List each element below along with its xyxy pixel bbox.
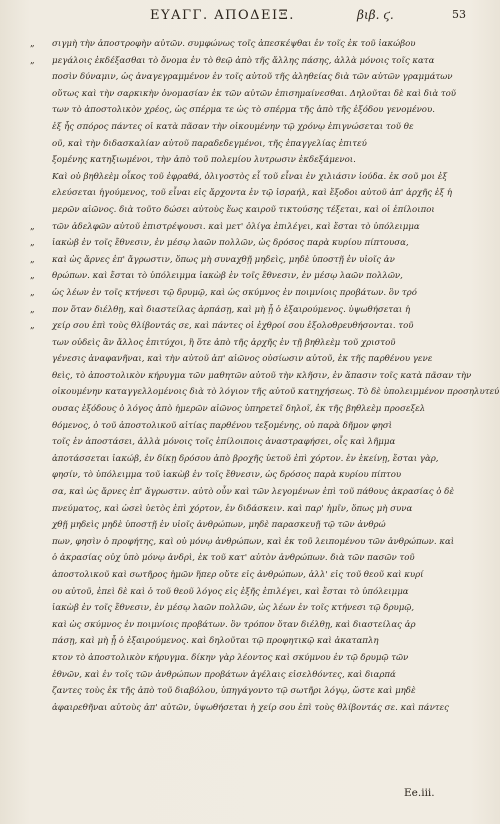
line-text: ξομένης κατηξιωμένοι, τὴν ἀπὸ τοῦ πολεμίου λυτρωσιν ἐκδεξάμενοι. (52, 155, 356, 166)
line-text: των τὸ ἀποστολικὸν χρέος, ὡς σπέρμα τε ὡς τὸ σπέρμα τῆς ἀπὸ τῆς ἐξόδου γενομένου. (52, 105, 435, 116)
text-line (52, 335, 452, 352)
quotation-margin-mark: „ (30, 254, 35, 265)
running-head: ΕΥΑΓΓ. ΑΠΟΔΕΙΞ. (150, 8, 295, 23)
line-text: μερῶν αἰῶνος. διὰ τοῦτο δώσει αὐτοὺς ἕως καιροῦ τικτούσης τέξεται, καὶ οἱ ἐπίλοιποι (52, 204, 435, 215)
line-text: οὕτως καὶ τὴν σαρκικὴν ὀνομασίαν ἐκ τῶν αὐτῶν ἐπισημαίνεσθαι. Δηλοῦται δὲ καὶ διὰ τοῦ (52, 88, 457, 99)
line-text: ὁ ἀκρασίας οὐχ ὑπὸ μόνῳ ἀνδρὶ, ἐκ τοῦ κατ' αὐτὸν ἀνθρώπων. διὰ τῶν πασῶν τοῦ (52, 553, 415, 564)
text-line (52, 169, 452, 186)
text-line (52, 633, 452, 650)
line-text: ἰακὼβ ἐν τοῖς ἔθνεσιν, ἐν μέσῳ λαῶν πολλῶν, ὡς δρόσος παρὰ κυρίου πίπτουσα, (52, 238, 409, 249)
text-line (30, 36, 452, 53)
text-line (52, 119, 452, 136)
text-line (52, 434, 452, 451)
text-line (52, 86, 457, 103)
line-text: ου αὐτοῦ, ἐπεὶ δὲ καὶ ὁ τοῦ θεοῦ λόγος εἰς ἐξῆς ἐπιλέγει, καὶ ἔσται τὸ ὑπόλειμμα (52, 586, 409, 597)
text-line (52, 617, 452, 634)
line-text: σα, καὶ ὡς ἄρνες ἐπ' ἄγρωστιν. αὐτὸ οὖν καὶ τῶν λεγομένων ἐπὶ τοῦ πάθους ἀκρασίας ὁ δὲ (52, 487, 454, 498)
line-text: κτον τὸ ἀποστολικὸν κήρυγμα. δίκην γὰρ λέοντος καὶ σκύμνου ἐν τῷ δρυμῷ τῶν (52, 652, 409, 663)
text-line (52, 152, 452, 169)
text-line (52, 650, 452, 667)
line-text: ἐθνῶν, καὶ ἐν τοῖς τῶν ἀνθρώπων προβάτων ἀγέλαις εἰσελθόντες, καὶ διαρπά (52, 669, 396, 680)
text-line (30, 219, 452, 236)
text-line (52, 451, 452, 468)
quotation-margin-mark: „ (30, 55, 35, 66)
text-line (30, 53, 452, 70)
line-text: θρώπων. καὶ ἔσται τὸ ὑπόλειμμα ἰακὼβ ἐν τοῖς ἔθνεσιν, ἐν μέσῳ λαῶν πολλῶν, (52, 271, 403, 282)
text-line (52, 418, 452, 435)
text-line (52, 102, 452, 119)
text-line (30, 235, 452, 252)
line-text: τοῖς ἐν ἀποστάσει, ἀλλὰ μόνοις τοῖς ἐπίλοιποις ἀναστραφήσει, οἷς καὶ λῆμμα (52, 437, 396, 448)
text-line (52, 667, 452, 684)
text-line (52, 501, 452, 518)
line-text: καὶ ὡς σκύμνος ἐν ποιμνίοις προβάτων. ὃν τρόπον ὅταν διέλθῃ, καὶ διαστείλας ἁρ (52, 619, 416, 630)
text-line (52, 683, 452, 700)
text-line (52, 534, 455, 551)
line-text: χθῇ μηδεὶς μηδὲ ὑποστῇ ἐν υἱοῖς ἀνθρώπων, μηδὲ παρασκευῇ τῷ τῶν ἀνθρώ (52, 520, 386, 531)
line-text: χείρ σου ἐπὶ τοὺς θλίβοντάς σε, καὶ πάντες οἱ ἐχθροί σου ἐξολοθρευθήσονται. τοῦ (52, 321, 414, 332)
text-line (52, 600, 452, 617)
line-text: μεγάλοις ἐκδέξασθαι τὸ ὄνομα ἐν τὸ θεῷ ἀπὸ τῆς ἄλλης πάσης, ἀλλὰ μόνοις τοῖς κατα (52, 55, 435, 66)
book-section-mark: βιβ. ϛ. (357, 8, 394, 22)
quotation-margin-mark: „ (30, 221, 35, 232)
quotation-margin-mark: „ (30, 238, 35, 249)
text-line (52, 136, 452, 153)
greek-text-block (30, 36, 500, 716)
line-text: πάσῃ, καὶ μὴ ᾖ ὁ ἐξαιρούμενος. καὶ δηλοῦται τῷ προφητικῷ καὶ ἀκαταπλη (52, 636, 379, 647)
text-line (30, 252, 452, 269)
printer-signature-mark: Ee.iii. (404, 787, 435, 799)
line-text: ζαντες τοὺς ἐκ τῆς ἀπὸ τοῦ διαβόλου, ὑπηγάγοντο τῷ σωτῆρι λόγῳ, ὥστε καὶ μηδὲ (52, 686, 416, 697)
line-text: οῦ, καὶ τὴν διδασκαλίαν αὐτοῦ παραδεδεγμένοι, τῆς ἐπαγγελίας ἐπιτεύ (52, 138, 367, 149)
quotation-margin-mark: „ (30, 287, 35, 298)
line-text: καὶ ὡς ἄρνες ἐπ' ἄγρωστιν, ὅπως μὴ συναχθῇ μηδεὶς, μηδὲ ὑποστῇ ἐν υἱοῖς ἀν (52, 254, 395, 265)
text-line (52, 467, 452, 484)
text-line (52, 517, 452, 534)
text-line (52, 384, 500, 401)
text-line (52, 700, 452, 717)
text-line (52, 584, 452, 601)
line-text: πνεύματος, καὶ ὡσεὶ ὑετὸς ἐπὶ χόρτον, ἐν διδάσκειν. καὶ παρ' ἡμῖν, ὅπως μὴ συνα (52, 503, 413, 514)
text-line (30, 302, 452, 319)
text-line (52, 484, 452, 501)
line-text: ἐξ ἧς σπόρος πάντες οἱ κατὰ πᾶσαν τὴν οἰκουμένην τῷ χρόνῳ ἐπιγνώσεται τοῦ θε (52, 121, 414, 132)
text-line (52, 550, 452, 567)
line-text: ἀποτάσσεται ἰακώβ, ἐν δίκῃ δρόσου ἀπὸ βροχῆς ὑετοῦ ἐπὶ χόρτον. ἐν ἐκείνῃ, ἔσται γὰρ, (52, 453, 439, 464)
text-line (52, 69, 452, 86)
text-line (52, 567, 452, 584)
page-header (0, 6, 500, 32)
line-text: ἀφαιρεθῆναι αὐτοὺς ἀπ' αὐτῶν, ὑψωθήσεται ἡ χείρ σου ἐπὶ τοὺς θλίβοντάς σε. καὶ πάντες (52, 702, 449, 713)
quotation-margin-mark: „ (30, 271, 35, 282)
line-text: τῶν ἀδελφῶν αὐτοῦ ἐπιστρέψουσι. καὶ μετ' ὀλίγα ἐπιλέγει, καὶ ἔσται τὸ ὑπόλειμμα (52, 221, 420, 232)
text-line (52, 368, 472, 385)
text-line (30, 285, 452, 302)
line-text: ποσὶν δύναμιν, ὡς ἀναγεγραμμένον ἐν τοῖς αὐτοῦ τῆς ἀληθείας διὰ τῶν αὐτῶν γραμμάτων (52, 72, 453, 83)
line-text: των οὐδεὶς ἂν ἄλλος ἐπιτύχοι, ἢ ὅτε ἀπὸ τῆς ἀρχῆς ἐν τῇ βηθλεὲμ τοῦ χριστοῦ (52, 337, 396, 348)
line-text: πον ὅταν διέλθῃ, καὶ διαστείλας ἁρπάσῃ, καὶ μὴ ᾖ ὁ ἐξαιρούμενος. ὑψωθήσεται ἡ (52, 304, 411, 315)
text-line (52, 351, 452, 368)
line-text: ουσας ἐξόδους ὁ λόγος ἀπὸ ἡμερῶν αἰῶνος ὑπηρετεῖ δηλοῖ, ἐκ τῆς βηθλεὲμ προσεξελ (52, 404, 426, 415)
page-number: 53 (452, 8, 466, 21)
line-text: ἰακὼβ ἐν τοῖς ἔθνεσιν, ἐν μέσῳ λαῶν πολλῶν, ὡς λέων ἐν τοῖς κτήνεσι τῷ δρυμῷ, (52, 603, 415, 614)
quotation-margin-mark: „ (30, 304, 35, 315)
line-text: σιγμὴ τὴν ἀποστροφὴν αὐτῶν. συμφώνως τοῖς ἀπεσκέψθαι ἐν τοῖς ἐκ τοῦ ἰακώβου (52, 39, 416, 49)
line-text: ἀποστολικοῦ καὶ σωτῆρος ἡμῶν ἥπερ οὔτε εἰς ἀνθρώπων, ἀλλ' εἰς τοῦ θεοῦ καὶ κυρί (52, 570, 424, 580)
line-text: ελεύσεται ἡγούμενος, τοῦ εἶναι εἰς ἄρχοντα ἐν τῷ ἰσραήλ, καὶ ἔξοδοι αὐτοῦ ἀπ' ἀρχῆς ἐξ ἡ (52, 188, 453, 199)
quotation-margin-mark: „ (30, 39, 35, 49)
text-line (52, 401, 452, 418)
line-text: οἰκουμένην καταγγελλομένοις διὰ τὸ λόγιον τῆς αὐτοῦ κατηχήσεως. Τὸ δὲ ὑπολειμμένον προσηλυτεύ (52, 387, 500, 398)
line-text: θεὶς, τὸ ἀποστολικὸν κήρυγμα τῶν μαθητῶν αὐτοῦ τὴν κλῆσιν, ἐν ἅπασιν τοῖς κατὰ πᾶσαν τὴν (52, 370, 472, 381)
quotation-margin-mark: „ (30, 321, 35, 332)
text-line (30, 268, 452, 285)
text-line (30, 318, 452, 335)
text-line (52, 185, 452, 202)
line-text: θόμενος, ὁ τοῦ ἀποστολικοῦ αἰτίας παρθένου τεξομένης, οὐ παρὰ δῆμον φησὶ (52, 420, 393, 431)
line-text: Καὶ οὐ βηθλεὲμ οἶκος τοῦ ἐφραθά, ὀλιγοστὸς εἶ τοῦ εἶναι ἐν χιλιάσιν ἰούδα. ἐκ σοῦ μοι ἐξ (52, 171, 448, 182)
line-text: ὡς λέων ἐν τοῖς κτήνεσι τῷ δρυμῷ, καὶ ὡς σκύμνος ἐν ποιμνίοις προβάτων. ὃν τρό (52, 287, 417, 298)
text-line (52, 202, 452, 219)
line-text: γένεσις ἀναφανῆναι, καὶ τὴν αὐτοῦ ἀπ' αἰῶνος οὐσίωσιν αὐτοῦ, ἐκ τῆς παρθένου γενε (52, 354, 433, 365)
line-text: πων, φησὶν ὁ προφήτης, καὶ οὐ μόνῳ ἀνθρώπων, καὶ ἐκ τοῦ λειπομένου τῶν ἀνθρώπων. καὶ (52, 536, 455, 547)
line-text: φησίν, τὸ ὑπόλειμμα τοῦ ἰακὼβ ἐν τοῖς ἔθνεσιν, ὡς δρόσος παρὰ κυρίου πίπτου (52, 470, 402, 481)
